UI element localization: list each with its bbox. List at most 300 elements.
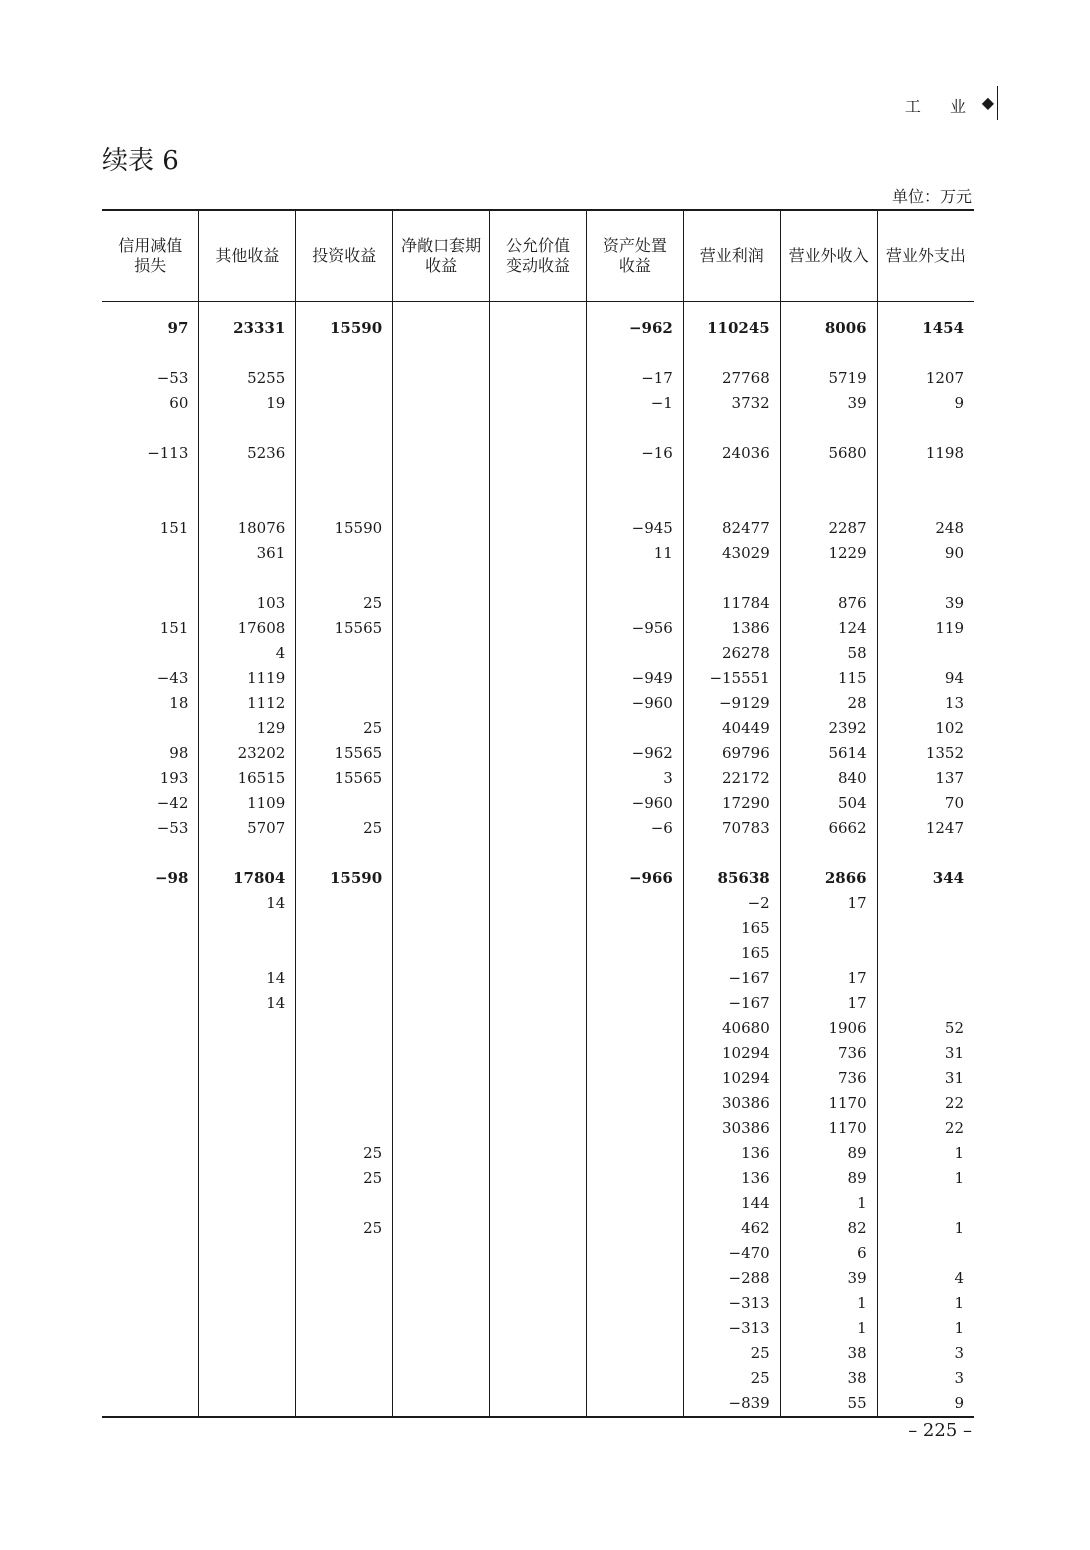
table-cell: 89: [780, 1140, 877, 1165]
table-cell: [296, 1115, 393, 1140]
spacer-cell: [490, 840, 587, 865]
table-cell: 1: [877, 1215, 974, 1240]
table-cell: [490, 1340, 587, 1365]
table-cell: −42: [156, 793, 189, 812]
table-cell: −945: [586, 515, 683, 540]
table-cell: 5707: [199, 815, 296, 840]
table-cell: 70783: [683, 815, 780, 840]
table-cell: [296, 1315, 393, 1340]
spacer-row: [102, 340, 974, 365]
table-cell: 2866: [780, 865, 877, 890]
table-cell: −288: [683, 1265, 780, 1290]
table-cell: [199, 1390, 296, 1417]
table-cell: [393, 815, 490, 840]
table-cell: [199, 1340, 296, 1365]
spacer-cell: [490, 465, 587, 515]
table-cell: [490, 1115, 587, 1140]
table-cell: 1229: [780, 540, 877, 565]
table-cell: [490, 1365, 587, 1390]
table-cell: −962: [586, 315, 683, 340]
table-cell: [102, 1290, 199, 1315]
table-row: [102, 940, 974, 965]
table-cell: [877, 915, 974, 940]
table-cell: 736: [780, 1040, 877, 1065]
spacer-cell: [780, 415, 877, 440]
table-cell: 1198: [877, 440, 974, 465]
table-row: [102, 640, 974, 665]
table-cell: 5255: [199, 365, 296, 390]
table-cell: 39: [780, 1265, 877, 1290]
table-cell: 22: [877, 1090, 974, 1115]
spacer-cell: [683, 340, 780, 365]
spacer-row: [102, 465, 974, 515]
table-row: [102, 1115, 974, 1140]
table-cell: [490, 1140, 587, 1165]
table-cell: 5719: [780, 365, 877, 390]
table-cell: 22172: [683, 765, 780, 790]
table-cell: −43: [156, 668, 189, 687]
table-cell: [586, 1015, 683, 1040]
table-cell: [199, 1040, 296, 1065]
table-cell: [296, 940, 393, 965]
table-row: [102, 590, 974, 615]
table-row: [102, 615, 974, 640]
table-cell: 1207: [877, 365, 974, 390]
spacer-cell: [490, 340, 587, 365]
table-cell: [877, 940, 974, 965]
table-cell: [586, 1240, 683, 1265]
table-cell: 1170: [780, 1115, 877, 1140]
table-cell: [102, 1365, 199, 1390]
spacer-cell: [296, 465, 393, 515]
table-row: [102, 315, 974, 340]
table-cell: −1: [586, 390, 683, 415]
spacer-row: [102, 415, 974, 440]
table-cell: 1: [877, 1165, 974, 1190]
table-cell: 40449: [683, 715, 780, 740]
table-cell: 28: [780, 690, 877, 715]
table-row: [102, 1240, 974, 1265]
page-number: – 225 –: [908, 1420, 972, 1441]
table-cell: [393, 1165, 490, 1190]
table-row: [102, 1365, 974, 1390]
spacer-cell: [877, 415, 974, 440]
table-cell: 10294: [683, 1065, 780, 1090]
table-cell: 15565: [296, 615, 393, 640]
table-cell: [296, 1040, 393, 1065]
spacer-cell: [393, 565, 490, 590]
table-cell: [199, 1190, 296, 1215]
table-cell: −956: [586, 615, 683, 640]
spacer-cell: [102, 840, 199, 865]
table-cell: [393, 1290, 490, 1315]
table-cell: 9: [877, 390, 974, 415]
table-cell: [393, 740, 490, 765]
col-header-non-operating-expense: 营业外支出: [877, 210, 974, 302]
spacer-cell: [586, 302, 683, 316]
table-cell: [393, 1090, 490, 1115]
table-cell: 102: [877, 715, 974, 740]
table-cell: [393, 890, 490, 915]
table-cell: 60: [169, 393, 189, 412]
table-cell: 39: [877, 590, 974, 615]
table-cell: 25: [296, 815, 393, 840]
table-cell: 151: [159, 618, 189, 637]
table-cell: [490, 715, 587, 740]
table-cell: 1386: [683, 615, 780, 640]
table-cell: −2: [683, 890, 780, 915]
table-header: [102, 210, 974, 302]
table-cell: 110245: [683, 315, 780, 340]
spacer-cell: [393, 465, 490, 515]
table-cell: [393, 1265, 490, 1290]
spacer-cell: [877, 840, 974, 865]
table-cell: [393, 515, 490, 540]
table-cell: [296, 1290, 393, 1315]
table-cell: [393, 1140, 490, 1165]
spacer-cell: [296, 565, 393, 590]
table-cell: [199, 1265, 296, 1290]
table-cell: −167: [683, 965, 780, 990]
table-cell: [393, 365, 490, 390]
table-cell: [199, 1365, 296, 1390]
table-cell: 19: [199, 390, 296, 415]
table-cell: −313: [683, 1315, 780, 1340]
table-cell: [393, 540, 490, 565]
table-row: [102, 1040, 974, 1065]
table-cell: [393, 790, 490, 815]
table-cell: 16515: [199, 765, 296, 790]
table-cell: [102, 1240, 199, 1265]
table-cell: [490, 1190, 587, 1215]
table-cell: −17: [586, 365, 683, 390]
table-cell: 15590: [296, 515, 393, 540]
header-row: [102, 210, 974, 302]
table-cell: 25: [296, 1140, 393, 1165]
table-cell: 361: [199, 540, 296, 565]
table-cell: 52: [877, 1015, 974, 1040]
table-cell: [586, 1165, 683, 1190]
table-cell: [296, 1240, 393, 1265]
table-cell: [296, 1390, 393, 1417]
table-cell: [877, 890, 974, 915]
table-cell: 17: [780, 890, 877, 915]
table-row: [102, 890, 974, 915]
table-cell: 5680: [780, 440, 877, 465]
col-header-net-exposure-hedge: 净敞口套期 收益: [393, 210, 490, 302]
table-cell: 15590: [296, 865, 393, 890]
table-cell: [393, 1065, 490, 1090]
table-cell: [102, 1190, 199, 1215]
table-cell: [199, 1215, 296, 1240]
spacer-cell: [296, 415, 393, 440]
table-cell: 22: [877, 1115, 974, 1140]
table-cell: 1: [877, 1315, 974, 1340]
table-cell: [490, 1065, 587, 1090]
table-cell: [586, 1315, 683, 1340]
table-cell: 5614: [780, 740, 877, 765]
table-cell: −98: [154, 868, 189, 887]
table-cell: [490, 740, 587, 765]
spacer-cell: [490, 415, 587, 440]
table-title: 续表 6: [102, 146, 179, 176]
table-cell: −960: [586, 790, 683, 815]
spacer-cell: [683, 415, 780, 440]
table-cell: −949: [586, 665, 683, 690]
table-cell: 1247: [877, 815, 974, 840]
spacer-row: [102, 840, 974, 865]
table-cell: 14: [199, 965, 296, 990]
table-row: [102, 1015, 974, 1040]
table-cell: 193: [159, 768, 189, 787]
table-row: [102, 440, 974, 465]
table-cell: 24036: [683, 440, 780, 465]
table-cell: [490, 390, 587, 415]
table-cell: 9: [877, 1390, 974, 1417]
table-cell: 90: [877, 540, 974, 565]
table-cell: [393, 1315, 490, 1340]
col-header-fair-value-change: 公允价值 变动收益: [490, 210, 587, 302]
table-cell: 11784: [683, 590, 780, 615]
table-cell: [199, 1015, 296, 1040]
table-cell: 17804: [199, 865, 296, 890]
table-cell: 129: [199, 715, 296, 740]
table-cell: [296, 890, 393, 915]
table-cell: [586, 1090, 683, 1115]
table-cell: 1352: [877, 740, 974, 765]
table-cell: 98: [169, 743, 189, 762]
table-cell: 115: [780, 665, 877, 690]
table-cell: 1: [780, 1315, 877, 1340]
table-cell: 137: [877, 765, 974, 790]
table-cell: [490, 790, 587, 815]
table-cell: [586, 1265, 683, 1290]
table-row: [102, 915, 974, 940]
table-cell: [490, 965, 587, 990]
table-cell: 38: [780, 1365, 877, 1390]
table-cell: [490, 515, 587, 540]
table-row: [102, 540, 974, 565]
table-cell: −53: [156, 818, 189, 837]
table-cell: 14: [199, 990, 296, 1015]
table-cell: [296, 1090, 393, 1115]
table-cell: [393, 1390, 490, 1417]
table-cell: 13: [877, 690, 974, 715]
spacer-cell: [586, 565, 683, 590]
table-cell: [490, 1265, 587, 1290]
spacer-cell: [102, 340, 199, 365]
spacer-cell: [780, 340, 877, 365]
table-cell: 144: [683, 1190, 780, 1215]
spacer-cell: [199, 565, 296, 590]
table-cell: [490, 1040, 587, 1065]
table-cell: [393, 765, 490, 790]
table-cell: [586, 1215, 683, 1240]
table-cell: [393, 865, 490, 890]
spacer-row: [102, 565, 974, 590]
col-header-investment-income: 投资收益: [296, 210, 393, 302]
table-cell: [393, 715, 490, 740]
table-cell: 6: [780, 1240, 877, 1265]
table-cell: 25: [296, 715, 393, 740]
table-cell: [490, 1015, 587, 1040]
table-body: [102, 302, 974, 1418]
table-cell: [296, 1365, 393, 1390]
table-cell: [393, 315, 490, 340]
spacer-cell: [102, 302, 199, 316]
table-cell: 58: [780, 640, 877, 665]
table-cell: [490, 615, 587, 640]
table-cell: 3: [877, 1365, 974, 1390]
spacer-cell: [296, 302, 393, 316]
table-cell: 82: [780, 1215, 877, 1240]
table-cell: −962: [586, 740, 683, 765]
table-cell: 15565: [296, 740, 393, 765]
table-cell: [296, 1015, 393, 1040]
running-head-text: 工 业: [904, 97, 978, 116]
table-cell: 6662: [780, 815, 877, 840]
table-row: [102, 390, 974, 415]
spacer-cell: [780, 565, 877, 590]
table-cell: 5236: [199, 440, 296, 465]
table-cell: [393, 690, 490, 715]
table-row: [102, 1290, 974, 1315]
table-cell: [393, 1340, 490, 1365]
spacer-cell: [199, 340, 296, 365]
table-cell: 94: [877, 665, 974, 690]
spacer-cell: [490, 565, 587, 590]
table-cell: 17290: [683, 790, 780, 815]
table-cell: −15551: [683, 665, 780, 690]
table-row: [102, 1390, 974, 1417]
table-cell: [586, 965, 683, 990]
col-header-non-operating-income: 营业外收入: [780, 210, 877, 302]
data-table: [102, 209, 974, 1418]
table-cell: [199, 1315, 296, 1340]
table-cell: 1: [780, 1290, 877, 1315]
table-cell: [393, 1215, 490, 1240]
table-cell: [393, 590, 490, 615]
table-cell: 2287: [780, 515, 877, 540]
table-cell: 40680: [683, 1015, 780, 1040]
table-cell: 165: [683, 915, 780, 940]
spacer-cell: [877, 340, 974, 365]
spacer-cell: [296, 840, 393, 865]
table-cell: [393, 640, 490, 665]
table-cell: 2392: [780, 715, 877, 740]
spacer-cell: [683, 840, 780, 865]
table-row: [102, 365, 974, 390]
table-cell: 136: [683, 1140, 780, 1165]
table-cell: [490, 540, 587, 565]
table-cell: [586, 1340, 683, 1365]
table-cell: 25: [296, 1215, 393, 1240]
table-cell: 3: [877, 1340, 974, 1365]
table-cell: [199, 1115, 296, 1140]
table-cell: [877, 1190, 974, 1215]
table-cell: 39: [780, 390, 877, 415]
table-cell: [393, 990, 490, 1015]
table-cell: [393, 940, 490, 965]
table-cell: [296, 665, 393, 690]
table-cell: [296, 915, 393, 940]
table-cell: −167: [683, 990, 780, 1015]
spacer-cell: [393, 340, 490, 365]
table-cell: [490, 915, 587, 940]
spacer-cell: [393, 302, 490, 316]
spacer-cell: [102, 415, 199, 440]
table-cell: −6: [586, 815, 683, 840]
table-cell: [490, 440, 587, 465]
spacer-cell: [102, 565, 199, 590]
table-cell: 69796: [683, 740, 780, 765]
table-cell: [490, 1215, 587, 1240]
table-cell: 1: [877, 1290, 974, 1315]
table-cell: [586, 1065, 683, 1090]
table-cell: [102, 1315, 199, 1340]
table-cell: [102, 715, 199, 740]
table-cell: 1109: [199, 790, 296, 815]
table-cell: [393, 1040, 490, 1065]
table-cell: [102, 1015, 199, 1040]
table-cell: [490, 690, 587, 715]
table-cell: 151: [159, 518, 189, 537]
table-cell: 3732: [683, 390, 780, 415]
table-cell: [490, 815, 587, 840]
table-cell: 31: [877, 1040, 974, 1065]
table-cell: [393, 665, 490, 690]
table-cell: 248: [877, 515, 974, 540]
table-cell: [586, 1190, 683, 1215]
table-cell: [490, 1165, 587, 1190]
table-cell: [586, 715, 683, 740]
table-cell: 17608: [199, 615, 296, 640]
table-cell: 25: [683, 1365, 780, 1390]
table-cell: [102, 990, 199, 1015]
table-cell: [102, 1090, 199, 1115]
table-cell: 1906: [780, 1015, 877, 1040]
table-cell: [102, 915, 199, 940]
table-cell: [586, 915, 683, 940]
table-cell: [199, 1290, 296, 1315]
table-cell: [780, 915, 877, 940]
table-cell: 136: [683, 1165, 780, 1190]
table-cell: [877, 640, 974, 665]
table-cell: −16: [586, 440, 683, 465]
table-cell: [490, 765, 587, 790]
table-cell: [102, 1215, 199, 1240]
col-header-operating-profit: 营业利润: [683, 210, 780, 302]
table-row: [102, 790, 974, 815]
table-row: [102, 1340, 974, 1365]
table-row: [102, 815, 974, 840]
table-cell: [199, 915, 296, 940]
spacer-cell: [586, 340, 683, 365]
table-cell: [490, 365, 587, 390]
spacer-cell: [199, 840, 296, 865]
table-cell: [393, 1240, 490, 1265]
table-row: [102, 690, 974, 715]
table-cell: [490, 1315, 587, 1340]
spacer-cell: [586, 415, 683, 440]
table-cell: −839: [683, 1390, 780, 1417]
table-cell: [102, 940, 199, 965]
table-cell: 1: [780, 1190, 877, 1215]
spacer-cell: [683, 302, 780, 316]
table-cell: [490, 990, 587, 1015]
table-cell: [490, 940, 587, 965]
spacer-cell: [199, 302, 296, 316]
